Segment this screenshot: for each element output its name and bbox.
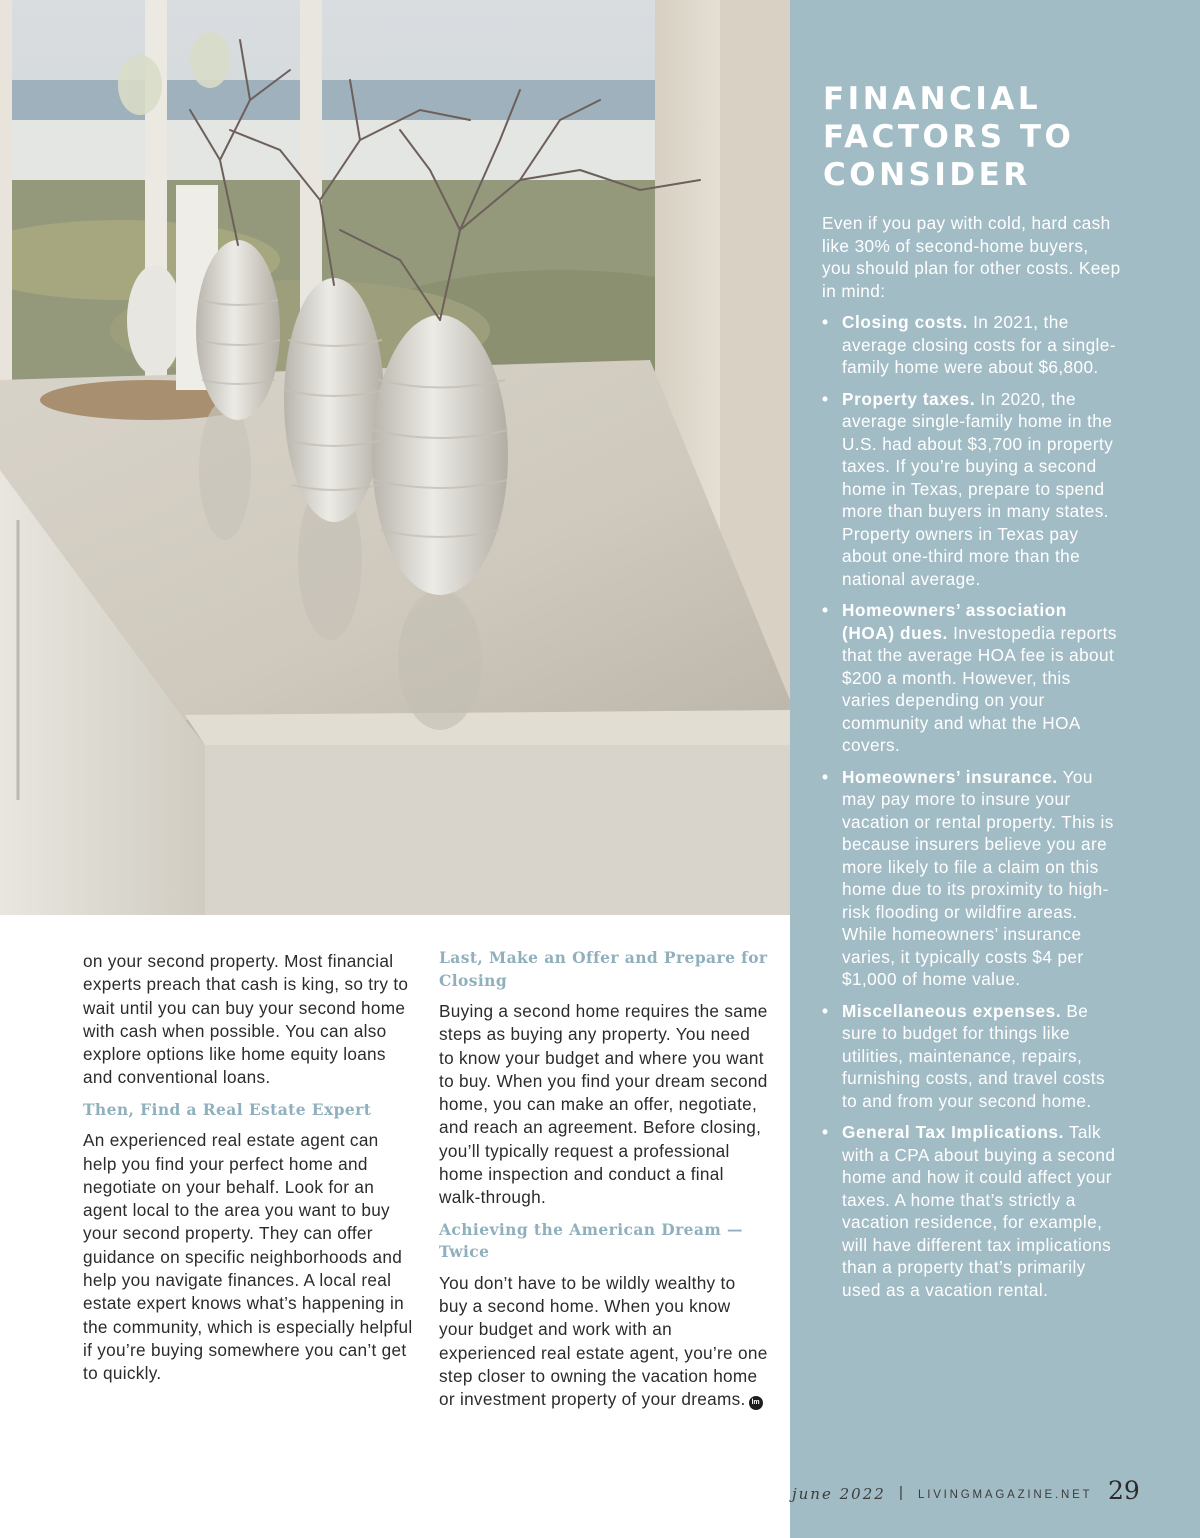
section-heading: Last, Make an Offer and Prepare for Closing <box>439 948 768 990</box>
list-item-text: Be sure to budget for things like utilities, maintenance, repairs, furnishing costs, and travel costs to and from your second home. <box>842 1000 1105 1111</box>
list-item-term: Closing costs. <box>842 312 968 332</box>
end-mark-icon: lm <box>749 1396 763 1410</box>
financial-factors-sidebar <box>790 0 1200 1538</box>
list-item-text: In 2021, the average closing costs for a single-family home were about $6,800. <box>842 312 1116 377</box>
website-link[interactable]: LIVINGMAGAZINE.NET <box>918 1489 1093 1501</box>
list-item <box>822 1000 1122 1113</box>
list-item-term: Homeowners’ insurance. <box>842 766 1058 787</box>
section-heading: Achieving the American Dream — Twice <box>439 1219 743 1262</box>
footer-separator: | <box>899 1484 903 1501</box>
article-column-left <box>83 950 413 1395</box>
closing-text: You don’t have to be wildly wealthy to buy a second home. When you know your budget and work with an experienced real estate agent, you’re one step closer to owning the vacation home or investment property of your dreams. <box>439 1272 768 1410</box>
paragraph: Buying a second home requires the same steps as buying any property. You need to know your budget and where you want to buy. When you find your dream second home, you can make an offer, negotiate, and reach an agreement. Before closing, you’ll typically request a professional home inspection and conduct a final walk-through. <box>439 1001 768 1208</box>
feature-photo <box>0 0 790 915</box>
list-item <box>822 766 1122 991</box>
section-heading: Then, Find a Real Estate Expert <box>83 1099 372 1119</box>
list-item <box>822 599 1122 757</box>
list-item-text: Talk with a CPA about buying a second home and how it could affect your taxes. A home that’s strictly a vacation residence, for example, will have different tax implications than a property that’s primarily used as a vacation rental. <box>842 1122 1116 1300</box>
issue-date: june 2022 <box>792 1485 886 1503</box>
list-item <box>822 388 1122 591</box>
paragraph: on your second property. Most financial experts preach that cash is king, so try to wait until you can buy your second home with cash when possible. You can also explore options like home equity loans and conventional loans. <box>83 951 409 1088</box>
page-footer <box>790 1474 1200 1514</box>
list-item-text: You may pay more to insure your vacation or rental property. This is because insurers believe you are more likely to file a claim on this home due to its proximity to high-risk flooding or wildfire areas. While homeowners’ insurance varies, it typically costs $4 per $1,000 of home value. <box>842 766 1114 989</box>
article-column-right <box>439 947 769 1420</box>
list-item-term: General Tax Implications. <box>842 1122 1064 1142</box>
page-number: 29 <box>1108 1476 1140 1505</box>
paragraph <box>439 1272 769 1412</box>
factors-list <box>822 311 1122 1310</box>
paragraph: An experienced real estate agent can help you find your perfect home and negotiate on your behalf. Look for an agent local to the area you want to buy your second property. They can offer guidance on specific neighborhoods and help you navigate finances. A local real estate expert knows what’s happening in the community, which is especially helpful if you’re buying somewhere you can’t get to quickly. <box>83 1130 413 1384</box>
list-item-text: Investopedia reports that the average HOA fee is about $200 a month. However, this varies depending on your community and what the HOA covers. <box>842 622 1117 755</box>
list-item-term: Homeowners’ association (HOA) dues. <box>842 600 1067 643</box>
vases-countertop-image <box>0 0 790 915</box>
list-item-term: Miscellaneous expenses. <box>842 1000 1062 1021</box>
list-item <box>822 311 1122 379</box>
list-item-term: Property taxes. <box>842 388 976 409</box>
sidebar-intro: Even if you pay with cold, hard cash like 30% of second-home buyers, you should plan for other costs. Keep in mind: <box>822 213 1121 301</box>
list-item <box>822 1121 1122 1301</box>
list-item-text: In 2020, the average single-family home in the U.S. had about $3,700 in property taxes. If you’re buying a second home in Texas, prepare to spend more than buyers in many states. Property owners in Texas pay about one-third more than the national average. <box>842 388 1114 589</box>
sidebar-title: FINANCIAL FACTORS TO CONSIDER <box>823 81 1075 193</box>
